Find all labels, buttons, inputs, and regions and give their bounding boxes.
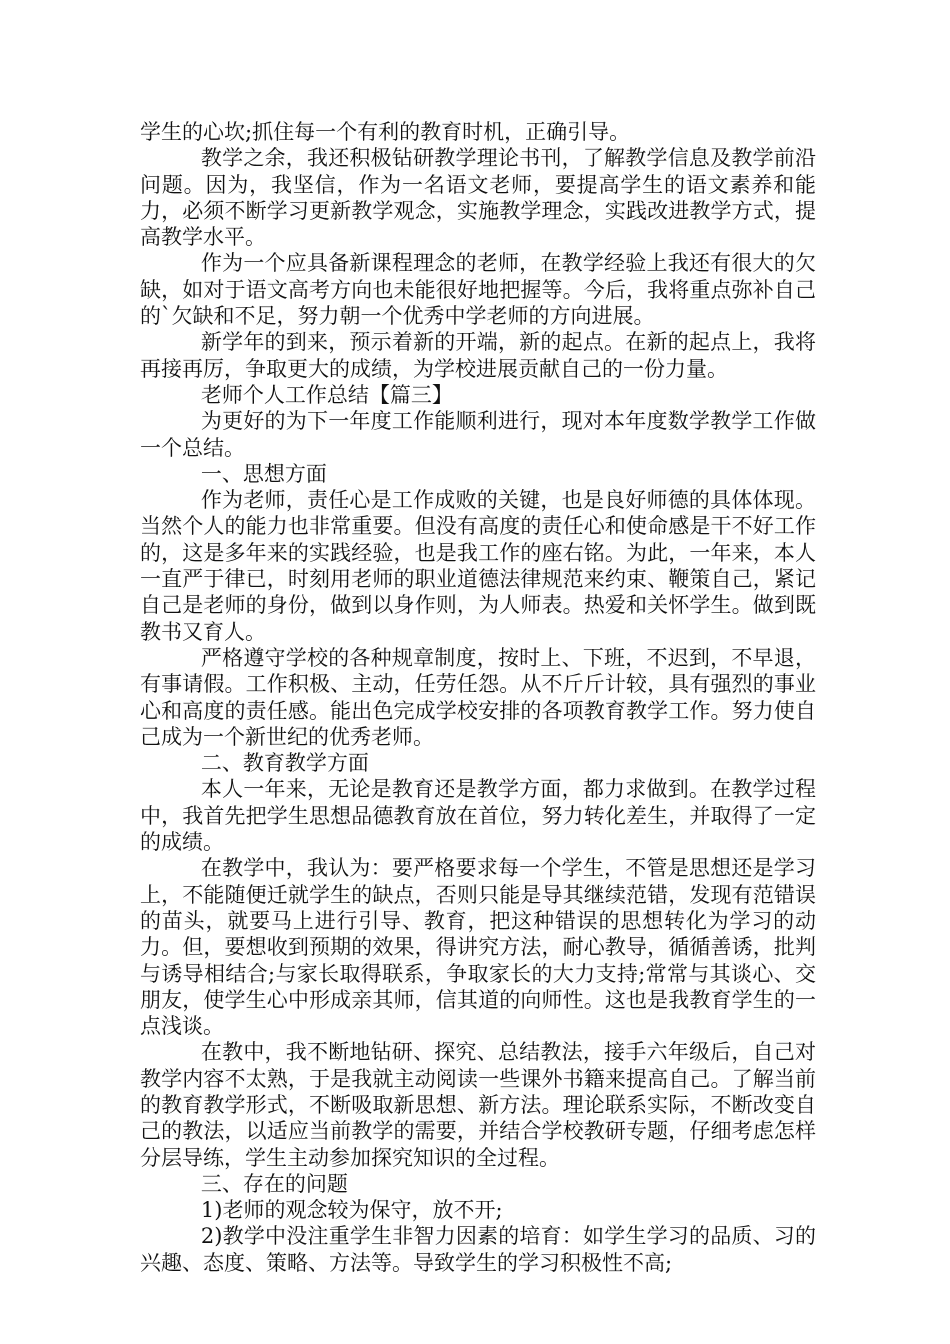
paragraph-shortcomings: 作为一个应具备新课程理念的老师，在教学经验上我还有很大的欠缺，如对于语文高考方向也未能很好地把握等。今后，我将重点弥补自己的`欠缺和不足，努力朝一个优秀中学老师的方向进展。 bbox=[140, 251, 816, 329]
heading-problems: 三、存在的问题 bbox=[200, 1171, 348, 1196]
paragraph-continuation: 学生的心坎;抓住每一个有利的教育时机，正确引导。 bbox=[140, 120, 631, 144]
paragraph-intro: 为更好的为下一年度工作能顺利进行，现对本年度数学教学工作做一个总结。 bbox=[140, 409, 816, 460]
list-item-problem-1: 1)老师的观念较为保守，放不开; bbox=[200, 1198, 503, 1223]
paragraph-strict-requirements: 在教学中，我认为：要严格要求每一个学生，不管是思想还是学习上，不能随便迁就学生的缺点，否则只能是导其继续范错，发现有范错误的苗头，就要马上进行引导、教育，把这种错误的思想转化为学习的动力。但，要想收到预期的效果，得讲究方法，耐心教导，循循善诱，批判与诱导相结合;与家长取得联系，争取家长的大力支持;常常与其谈心、交朋友，使学生心中形成亲其师，信其道的向师性。这也是我教育学生的一点浅谈。 bbox=[140, 856, 816, 1039]
section-title-part-three: 老师个人工作总结【篇三】 bbox=[200, 382, 453, 407]
document-body bbox=[140, 119, 816, 1276]
heading-education: 二、教育教学方面 bbox=[200, 751, 369, 776]
paragraph-moral-education: 本人一年来，无论是教育还是教学方面，都力求做到。在教学过程中，我首先把学生思想品德教育放在首位，努力转化差生，并取得了一定的成绩。 bbox=[140, 777, 816, 855]
paragraph-teaching-methods: 在教中，我不断地钻研、探究、总结教法，接手六年级后，自己对教学内容不太熟，于是我就主动阅读一些课外书籍来提高自己。了解当前的教育教学形式，不断吸取新思想、新方法。理论联系实际，不断改变自己的教法，以适应当前教学的需要，并结合学校教研专题，仔细考虑怎样分层导练，学生主动参加探究知识的全过程。 bbox=[140, 1040, 816, 1170]
paragraph-new-year: 新学年的到来，预示着新的开端，新的起点。在新的起点上，我将再接再厉，争取更大的成绩，为学校进展贡献自己的一份力量。 bbox=[140, 330, 816, 381]
heading-thought: 一、思想方面 bbox=[200, 461, 327, 486]
paragraph-rules: 严格遵守学校的各种规章制度，按时上、下班，不迟到，不早退，有事请假。工作积极、主动，任劳任怨。从不斤斤计较，具有强烈的事业心和高度的责任感。能出色完成学校安排的各项教育教学工作。努力使自己成为一个新世纪的优秀老师。 bbox=[140, 645, 816, 749]
paragraph-teaching-research: 教学之余，我还积极钻研教学理论书刊，了解教学信息及教学前沿问题。因为，我坚信，作为一名语文老师，要提高学生的语文素养和能力，必须不断学习更新教学观念，实施教学理念，实践改进教学方式，提高教学水平。 bbox=[140, 146, 816, 250]
list-item-problem-2: 2)教学中没注重学生非智力因素的培育：如学生学习的品质、习的兴趣、态度、策略、方法等。导致学生的学习积极性不高; bbox=[140, 1224, 816, 1275]
paragraph-responsibility: 作为老师，责任心是工作成败的关键，也是良好师德的具体体现。当然个人的能力也非常重要。但没有高度的责任心和使命感是干不好工作的，这是多年来的实践经验，也是我工作的座右铭。为此，一年来，本人一直严于律已，时刻用老师的职业道德法律规范来约束、鞭策自己，紧记自己是老师的身份，做到以身作则，为人师表。热爱和关怀学生。做到既教书又育人。 bbox=[140, 488, 816, 644]
